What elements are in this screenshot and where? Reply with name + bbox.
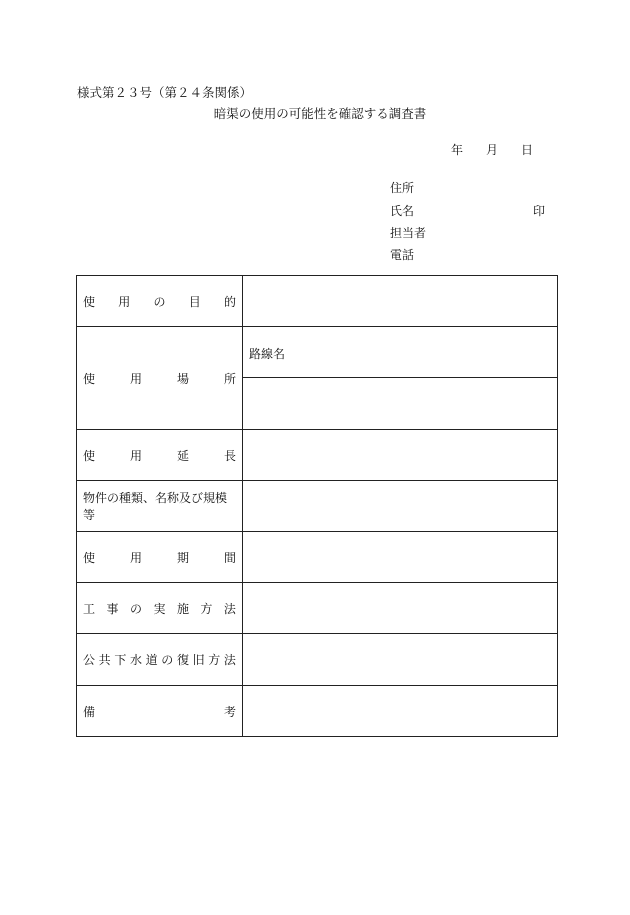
phone-line xyxy=(390,246,545,263)
date-line xyxy=(451,141,533,158)
period-value-cell[interactable] xyxy=(243,532,558,583)
remarks-label-cell xyxy=(77,686,243,737)
object-label-cell xyxy=(77,481,243,532)
address-line xyxy=(390,179,545,196)
route-name-label: 路線名 xyxy=(249,347,286,361)
period-label: 使 用 期 間 xyxy=(83,550,236,565)
length-label-cell xyxy=(77,430,243,481)
object-label: 物件の種類、名称及び規模等 xyxy=(83,491,228,522)
purpose-label: 使 用 の 目 的 xyxy=(83,294,236,309)
seal-mark: 印 xyxy=(532,204,545,218)
location-label-cell xyxy=(77,327,243,430)
route-name-cell[interactable] xyxy=(243,327,558,378)
object-value-cell[interactable] xyxy=(243,481,558,532)
method-label-cell xyxy=(77,583,243,634)
row-length xyxy=(77,430,558,481)
row-remarks xyxy=(77,686,558,737)
survey-form-table xyxy=(76,275,558,737)
date-month: 月 xyxy=(485,143,498,157)
phone-label: 電話 xyxy=(390,248,415,262)
remarks-value-cell[interactable] xyxy=(243,686,558,737)
row-purpose xyxy=(77,276,558,327)
restoration-value-cell[interactable] xyxy=(243,634,558,686)
restoration-label-cell xyxy=(77,634,243,686)
location-label: 使 用 場 所 xyxy=(83,371,236,386)
name-label: 氏名 xyxy=(390,204,415,218)
row-location-route xyxy=(77,327,558,378)
length-value-cell[interactable] xyxy=(243,430,558,481)
address-label: 住所 xyxy=(390,181,415,195)
location-detail-cell[interactable] xyxy=(243,378,558,430)
date-day: 日 xyxy=(520,143,533,157)
name-line xyxy=(390,202,545,219)
row-method xyxy=(77,583,558,634)
row-period xyxy=(77,532,558,583)
period-label-cell xyxy=(77,532,243,583)
document-title: 暗渠の使用の可能性を確認する調査書 xyxy=(213,106,427,121)
restoration-label: 公 共 下 水 道 の 復 旧 方 法 xyxy=(83,653,236,667)
form-number: 様式第２３号（第２４条関係） xyxy=(77,85,253,100)
row-restoration xyxy=(77,634,558,686)
contact-person-line xyxy=(390,224,545,241)
length-label: 使 用 延 長 xyxy=(83,448,236,463)
date-year: 年 xyxy=(451,143,464,157)
remarks-label: 備 考 xyxy=(83,704,236,719)
row-object xyxy=(77,481,558,532)
contact-person-label: 担当者 xyxy=(390,226,427,240)
purpose-label-cell xyxy=(77,276,243,327)
method-label: 工 事 の 実 施 方 法 xyxy=(83,601,236,616)
method-value-cell[interactable] xyxy=(243,583,558,634)
purpose-value-cell[interactable] xyxy=(243,276,558,327)
